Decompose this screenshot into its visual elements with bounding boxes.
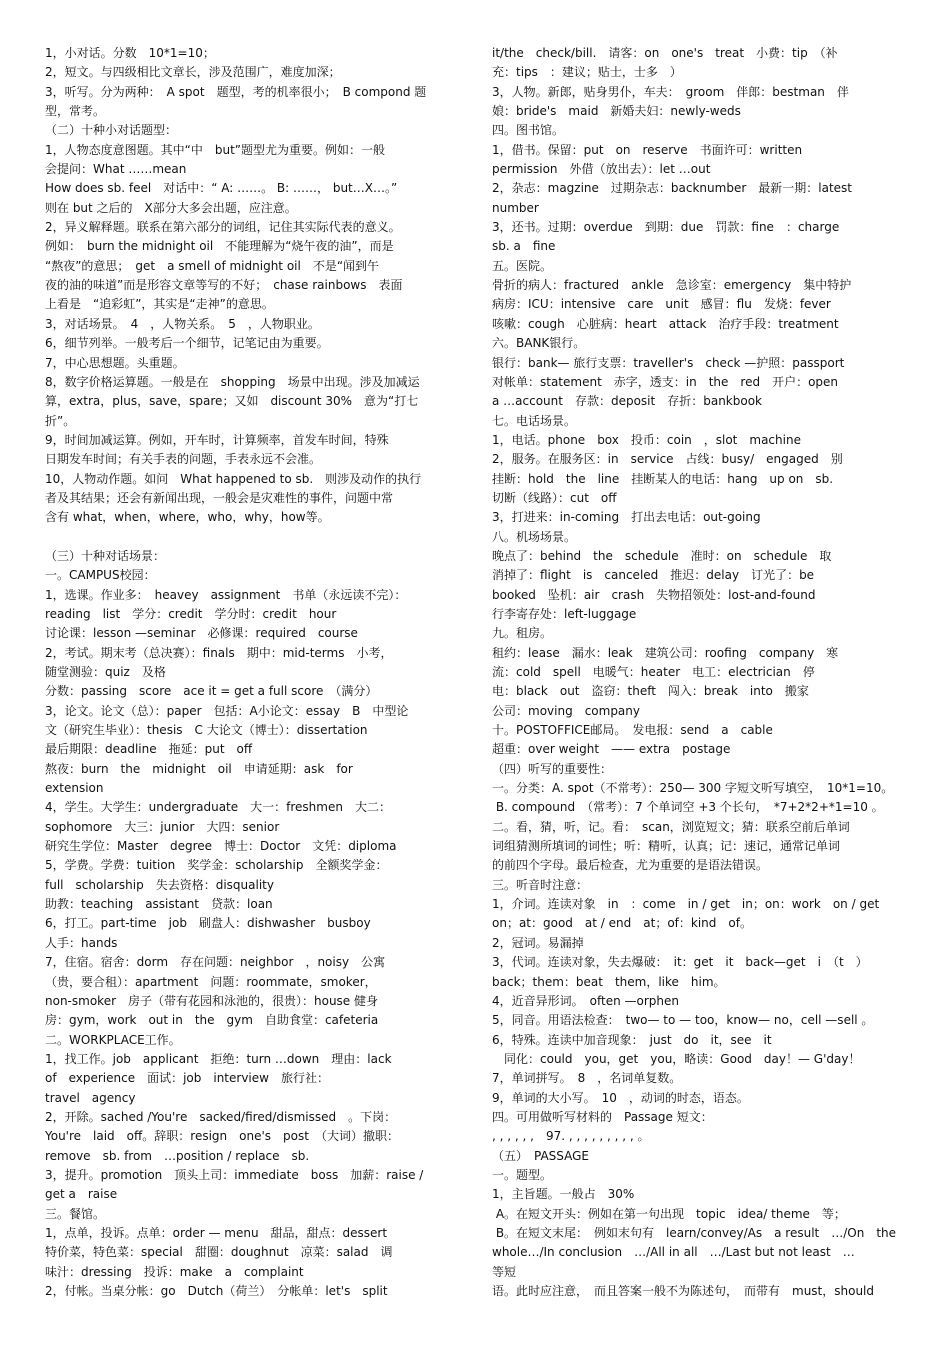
text-line: 2，开除。sached /You're sacked/fired/dismissed 。下岗： — [45, 1109, 397, 1124]
text-line: 二。看，猜，听，记。看： scan，浏览短文；猜：联系空前后单词 — [492, 819, 850, 834]
text-line: 特价菜，特色菜：special 甜圈：doughnut 凉菜：salad 调 — [45, 1245, 393, 1260]
text-line: 3，代词。连读对象，失去爆破： it：get it back—get i （t ） — [492, 955, 868, 970]
text-line: 2，服务。在服务区：in service 占线：busy/ engaged 别 — [492, 452, 843, 467]
text-line: remove sb. from …position / replace sb. — [45, 1148, 310, 1163]
text-line: 例如： burn the midnight oil 不能理解为“烧午夜的油”，而是 — [45, 239, 394, 254]
text-line: 6，打工。part-time job 刷盘人：dishwasher busboy — [45, 916, 371, 931]
text-line: 10，人物动作题。如问 What happened to sb. 则涉及动作的执行 — [45, 471, 422, 486]
text-line: How does sb. feel 对话中：“ A: ……。 B: ……， but…X…。” — [45, 181, 398, 196]
text-line: 1，点单，投诉。点单：order — menu 甜品，甜点：dessert — [45, 1225, 388, 1240]
text-line: A。在短文开头：例如在第一句出现 topic idea/ theme 等； — [492, 1206, 846, 1221]
text-line: get a raise — [45, 1187, 118, 1202]
text-line — [45, 528, 457, 547]
text-line: on；at：good at / end at；of：kind of。 — [492, 916, 752, 931]
text-line: travel agency — [45, 1090, 136, 1105]
text-line: 折”。 — [45, 413, 76, 428]
text-line: 上看是 “追彩虹”，其实是“走神”的意思。 — [45, 297, 274, 312]
text-line: 7，中心思想题。头重题。 — [45, 355, 185, 370]
text-line: 2，付帐。当桌分帐：go Dutch（荷兰） 分帐单：let's split — [45, 1284, 388, 1298]
text-line: 4，学生。大学生：undergraduate 大一：freshmen 大二： — [45, 800, 391, 815]
text-line: 行李寄存处：left-luggage — [492, 606, 637, 621]
text-line: 1，人物态度意图题。其中“中 but”题型尤为重要。例如：一般 — [45, 142, 385, 157]
text-line: 熬夜：burn the midnight oil 申请延期：ask for — [45, 761, 353, 776]
text-line: reading list 学分：credit 学分时：credit hour — [45, 606, 337, 621]
text-line: 3，听写。分为两种： A spot 题型，考的机率很小； B compond 题 — [45, 84, 427, 99]
text-line: “熬夜”的意思； get a smell of midnight oil 不是“闻到午 — [45, 258, 380, 273]
text-line: 4，近音异形词。 often —orphen — [492, 993, 679, 1008]
text-line: 银行：bank— 旅行支票：traveller's check —护照：passport — [492, 355, 845, 370]
left-column — [45, 44, 457, 1301]
text-line: 分数：passing score ace it = get a full score （满分） — [45, 684, 378, 699]
text-line: 9，单词的大小写。 10 ，动词的时态，语态。 — [492, 1090, 749, 1105]
text-line: 随堂测验：quiz 及格 — [45, 665, 166, 679]
text-line: 1，小对话。分数 10*1=10； — [45, 46, 215, 60]
text-line: sophomore 大三：junior 大四：senior — [45, 819, 280, 834]
text-line: of experience 面试：job interview 旅行社： — [45, 1071, 329, 1086]
text-line: full scholarship 失去资格：disquality — [45, 877, 274, 892]
right-column — [492, 44, 904, 1301]
text-line: 2，考试。期末考（总决赛）：finals 期中：mid-terms 小考， — [45, 645, 393, 660]
text-line: 夜的油的味道”而是形容文章等写的不好； chase rainbows 表面 — [45, 278, 403, 293]
text-line: 1，电话。phone box 投币：coin ，slot machine — [492, 432, 801, 447]
text-line: 日期发车时间；有关手表的问题，手表永远不会准。 — [45, 452, 322, 467]
text-line: extension — [45, 781, 104, 796]
text-line: 则在 but 之后的 X部分大多会出题，应注意。 — [45, 200, 297, 215]
text-line: 流：cold spell 电暖气：heater 电工：electrician 停 — [492, 665, 815, 679]
text-line: 1，选课。作业多： heavey assignment 书单（永远读不完）： — [45, 587, 407, 602]
text-line: 病房：ICU：intensive care unit 感冒：flu 发烧：fever — [492, 297, 831, 312]
text-line: 二。WORKPLACE工作。 — [45, 1032, 181, 1047]
text-line: 三。餐馆。 — [45, 1206, 106, 1221]
text-line: 挂断：hold the line 挂断某人的电话：hang up on sb. — [492, 471, 834, 486]
text-line: 四。可用做听写材料的 Passage 短文： — [492, 1109, 713, 1124]
text-line: （五） PASSAGE — [492, 1148, 590, 1163]
text-line: 2，异义解释题。联系在第六部分的词组，记住其实际代表的意义。 — [45, 220, 401, 235]
text-line: 6，细节列举。一般考后一个细节，记笔记由为重要。 — [45, 336, 329, 351]
text-line: it/the check/bill. 请客：on one's treat 小费：tip （补 — [492, 46, 838, 60]
text-line: 型，常考。 — [45, 104, 106, 119]
text-line: 味汁：dressing 投诉：make a complaint — [45, 1264, 304, 1279]
text-line: （贵，要合租）：apartment 问题：roommate，smoker， — [45, 974, 377, 989]
text-line: 助教：teaching assistant 贷款：loan — [45, 897, 273, 912]
text-line: 同化：could you，get you，略读：Good day！— G'day！ — [492, 1051, 861, 1066]
text-line: 七。电话场景。 — [492, 413, 577, 428]
text-line: 讨论课：lesson —seminar 必修课：required course — [45, 626, 358, 641]
text-line: booked 坠机：air crash 失物招领处：lost-and-found — [492, 587, 816, 602]
text-line: 5，学费。学费：tuition 奖学金：scholarship 全额奖学金： — [45, 858, 388, 873]
text-line: 2，杂志：magzine 过期杂志：backnumber 最新一期：latest — [492, 181, 853, 196]
text-line: 算，extra，plus，save，spare；又如 discount 30% 意为“打七 — [45, 394, 419, 409]
text-line: 咳嗽：cough 心脏病：heart attack 治疗手段：treatment — [492, 316, 839, 331]
text-line: 1，借书。保留：put on reserve 书面许可：written — [492, 142, 803, 157]
text-line: 1，主旨题。一般占 30% — [492, 1187, 635, 1202]
text-line: non-smoker 房子（带有花园和泳池的，很贵）：house 健身 — [45, 993, 379, 1008]
text-line: 1，介词。连读对象 in ：come in / get in；on：work on / get — [492, 897, 880, 912]
text-line: 骨折的病人：fractured ankle 急诊室：emergency 集中特护 — [492, 278, 852, 293]
text-line: whole…/In conclusion …/All in all …/Last but not least … — [492, 1245, 855, 1260]
text-line: 9，时间加减运算。例如，开车时，计算频率，首发车时间，特殊 — [45, 432, 389, 447]
text-line: 房：gym，work out in the gym 自助食堂：cafeteria — [45, 1013, 379, 1028]
text-line: 含有 what，when，where，who，why，how等。 — [45, 510, 330, 525]
text-line: 一。题型。 — [492, 1167, 553, 1182]
text-line: B。在短文末尾： 例如末句有 learn/convey/As a result …/On the — [492, 1225, 897, 1240]
text-line: 公司：moving company — [492, 703, 640, 718]
text-line: You're laid off。辞职：resign one's post （大词）撤职： — [45, 1129, 399, 1144]
text-line: , , , , , , 97. , , , , , , , , , 。 — [492, 1129, 650, 1144]
text-line: 2，冠词。易漏掉 — [492, 935, 584, 950]
text-line: 研究生学位：Master degree 博士：Doctor 文凭：diploma — [45, 839, 397, 854]
text-line: a …account 存款：deposit 存折：bankbook — [492, 394, 763, 409]
text-line: 租约：lease 漏水：leak 建筑公司：roofing company 寒 — [492, 645, 839, 660]
text-line: 3，人物。新郎，贴身男仆，车夫： groom 伴郎：bestman 伴 — [492, 84, 849, 99]
text-line: 7，单词拼写。 8 ，名词单复数。 — [492, 1071, 682, 1086]
text-line: 3，对话场景。 4 ，人物关系。 5 ，人物职业。 — [45, 316, 320, 331]
text-line: （四）听写的重要性： — [492, 761, 613, 776]
text-line: number — [492, 200, 539, 215]
text-line: 娘：bride's maid 新婚夫妇：newly-weds — [492, 104, 741, 119]
text-line: 3，提升。promotion 顶头上司：immediate boss 加薪：raise / — [45, 1167, 424, 1182]
text-line: 等短 — [492, 1264, 517, 1279]
text-line: 一。分类：A. spot（不常考）：250— 300 字短文听写填空， 10*1=10。 — [492, 781, 894, 796]
text-line: 四。图书馆。 — [492, 123, 565, 138]
text-line: 消掉了：flight is canceled 推迟：delay 订光了：be — [492, 568, 815, 583]
text-line: 3，还书。过期：overdue 到期：due 罚款：fine ：charge — [492, 220, 840, 235]
text-line: （三）十种对话场景： — [45, 548, 166, 563]
text-line: 充：tips ：建议；贴士，士多 ） — [492, 65, 682, 80]
text-line: permission 外借（放出去）：let …out — [492, 162, 711, 177]
text-line: 三。听音时注意： — [492, 877, 589, 892]
text-line: 电：black out 盗窃：theft 闯入：break into 搬家 — [492, 684, 809, 699]
text-line: 最后期限：deadline 拖延：put off — [45, 742, 253, 757]
text-line: 词组猜测所填词的词性；听：精听，认真；记：速记，通常记单词 — [492, 839, 841, 854]
text-line: 十。POSTOFFICE邮局。 发电报：send a cable — [492, 723, 773, 738]
text-line: 人手：hands — [45, 935, 118, 950]
text-line: 8，数字价格运算题。一般是在 shopping 场景中出现。涉及加减运 — [45, 374, 420, 389]
text-line: 超重：over weight —— extra postage — [492, 742, 731, 757]
text-line: 五。医院。 — [492, 258, 553, 273]
text-line: 六。BANK银行。 — [492, 336, 586, 351]
text-line: 6，特殊。连读中加音现象： just do it，see it — [492, 1032, 772, 1047]
text-line: 7，住宿。宿舍：dorm 存在问题：neighbor ，noisy 公寓 — [45, 955, 386, 970]
text-line: back；them：beat them，like him。 — [492, 974, 726, 989]
text-line: 会提问：What ……mean — [45, 162, 187, 177]
text-line: 5，同音。用语法检查： two— to — too，know— no，cell —sell 。 — [492, 1013, 874, 1028]
text-line: 语。此时应注意， 而且答案一般不为陈述句， 而带有 must，should — [492, 1284, 875, 1298]
text-line: 1，找工作。job applicant 拒绝：turn …down 理由：lack — [45, 1051, 392, 1066]
text-line: 者及其结果；还会有新闻出现，一般会是灾难性的事件，问题中常 — [45, 490, 394, 505]
text-line: 对帐单：statement 赤字，透支：in the red 开户：open — [492, 374, 839, 389]
text-line: 的前四个字母。最后检查，尤为重要的是语法错误。 — [492, 858, 769, 873]
text-line: 九。租房。 — [492, 626, 553, 641]
text-line: sb. a fine — [492, 239, 556, 254]
text-line: 文（研究生毕业）：thesis C 大论文（博士）：dissertation — [45, 723, 368, 738]
text-line: （二）十种小对话题型： — [45, 123, 178, 138]
text-line: 八。机场场景。 — [492, 529, 577, 544]
text-line: 3，论文。论文（总）：paper 包括：A小论文：essay B 中型论 — [45, 703, 409, 718]
text-line: 晚点了：behind the schedule 准时：on schedule 取 — [492, 548, 832, 563]
text-line: B. compound （常考）：7 个单词空 +3 个长句， *7+2*2+*1=10 。 — [492, 800, 884, 815]
text-line: 2，短文。与四级相比文章长，涉及范围广，难度加深； — [45, 65, 341, 80]
text-line: 3，打进来：in-coming 打出去电话：out-going — [492, 510, 761, 525]
text-line: 切断（线路）：cut off — [492, 490, 617, 505]
text-line: 一。CAMPUS校园： — [45, 568, 156, 583]
